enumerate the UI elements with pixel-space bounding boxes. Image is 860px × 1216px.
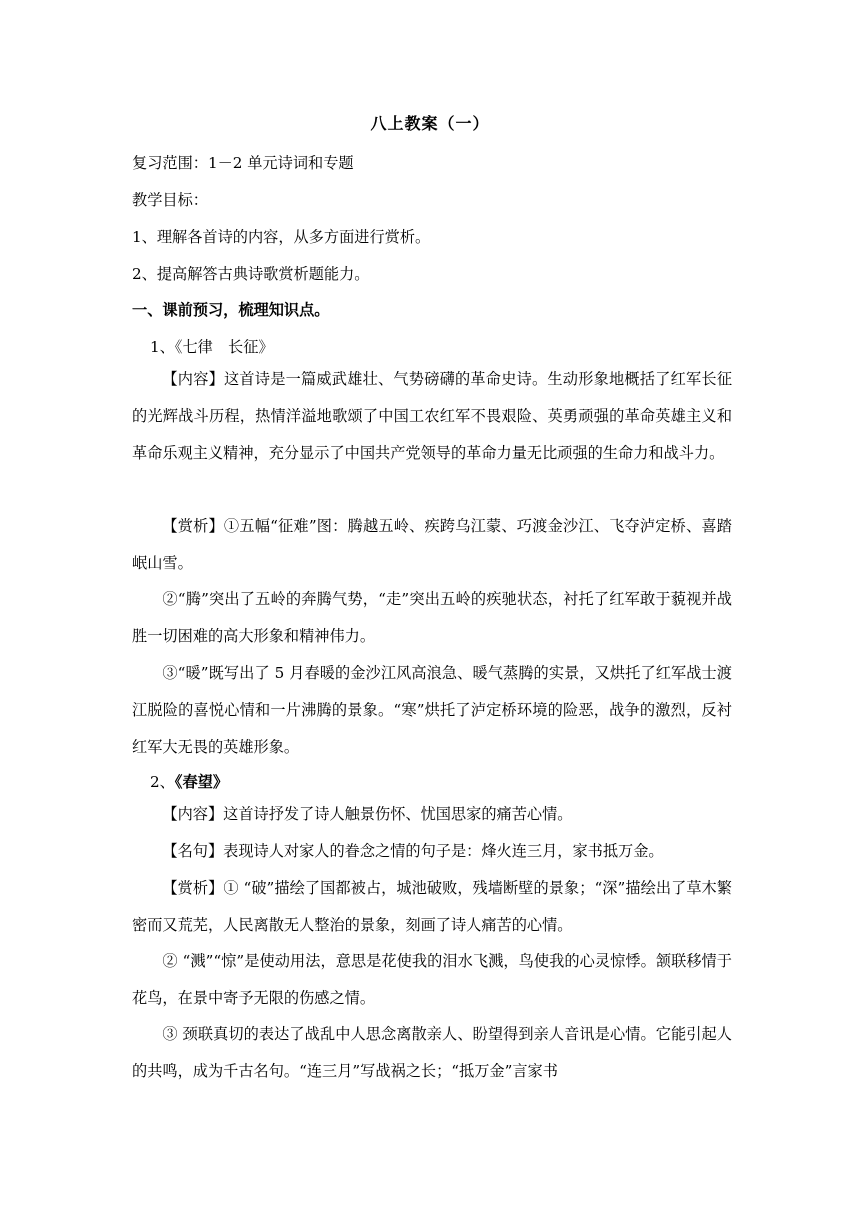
poem-2-analysis-3: ③ 颈联真切的表达了战乱中人思念离散亲人、盼望得到亲人音讯是心情。它能引起人的共鸣，成为千古名句。“连三月”写战祸之长；“抵万金”言家书 xyxy=(132,1025,732,1080)
poem-1-analysis-1: 【赏析】①五幅“征难”图：腾越五岭、疾跨乌江蒙、巧渡金沙江、飞夺泸定桥、喜踏岷山雪。 xyxy=(132,517,732,572)
poem-2-analysis-1: 【赏析】① “破”描绘了国都被占，城池破败，残墙断壁的景象；“深”描绘出了草木繁密而又荒芜，人民离散无人整治的景象，刻画了诗人痛苦的心情。 xyxy=(132,879,732,934)
goal-1: 1、理解各首诗的内容，从多方面进行赏析。 xyxy=(132,228,431,246)
poem-1-content: 【内容】这首诗是一篇威武雄壮、气势磅礴的革命史诗。生动形象地概括了红军长征的光辉战斗历程，热情洋溢地歌颂了中国工农红军不畏艰险、英勇顽强的革命英雄主义和革命乐观主义精神，充分显示了中国共产党领导的革命力量无比顽强的生命力和战斗力。 xyxy=(132,370,732,462)
poem-2-name: 《春望》 xyxy=(174,773,229,791)
section-heading-1: 一、课前预习，梳理知识点。 xyxy=(132,301,330,319)
poem-2-title xyxy=(150,772,228,792)
poem-1-title: 1、《七律 长征》 xyxy=(150,338,274,356)
review-scope: 复习范围：1－2 单元诗词和专题 xyxy=(132,154,354,172)
poem-1-analysis-2: ②“腾”突出了五岭的奔腾气势，“走”突出五岭的疾驰状态，衬托了红军敢于藐视并战胜一切困难的高大形象和精神伟力。 xyxy=(132,590,732,645)
poem-2-content: 【内容】这首诗抒发了诗人触景伤怀、忧国思家的痛苦心情。 xyxy=(162,805,573,823)
poem-1-analysis-3: ③“暖”既写出了 5 月春暖的金沙江风高浪急、暖气蒸腾的实景，又烘托了红军战士渡江脱险的喜悦心情和一片沸腾的景象。“寒”烘托了泸定桥环境的险恶，战争的激烈，反衬红军大无畏的英雄形象。 xyxy=(132,664,732,756)
page-title: 八上教案（一） xyxy=(370,114,490,133)
poem-2-analysis-2: ② “溅”“惊”是使动用法，意思是花使我的泪水飞溅，鸟使我的心灵惊悸。颔联移情于花鸟，在景中寄予无限的伤感之情。 xyxy=(132,952,732,1007)
goal-2: 2、提高解答古典诗歌赏析题能力。 xyxy=(132,265,370,283)
poem-2-number: 2、 xyxy=(150,773,175,791)
goals-heading: 教学目标： xyxy=(132,191,208,209)
poem-2-quote: 【名句】表现诗人对家人的眷念之情的句子是：烽火连三月，家书抵万金。 xyxy=(162,842,664,860)
